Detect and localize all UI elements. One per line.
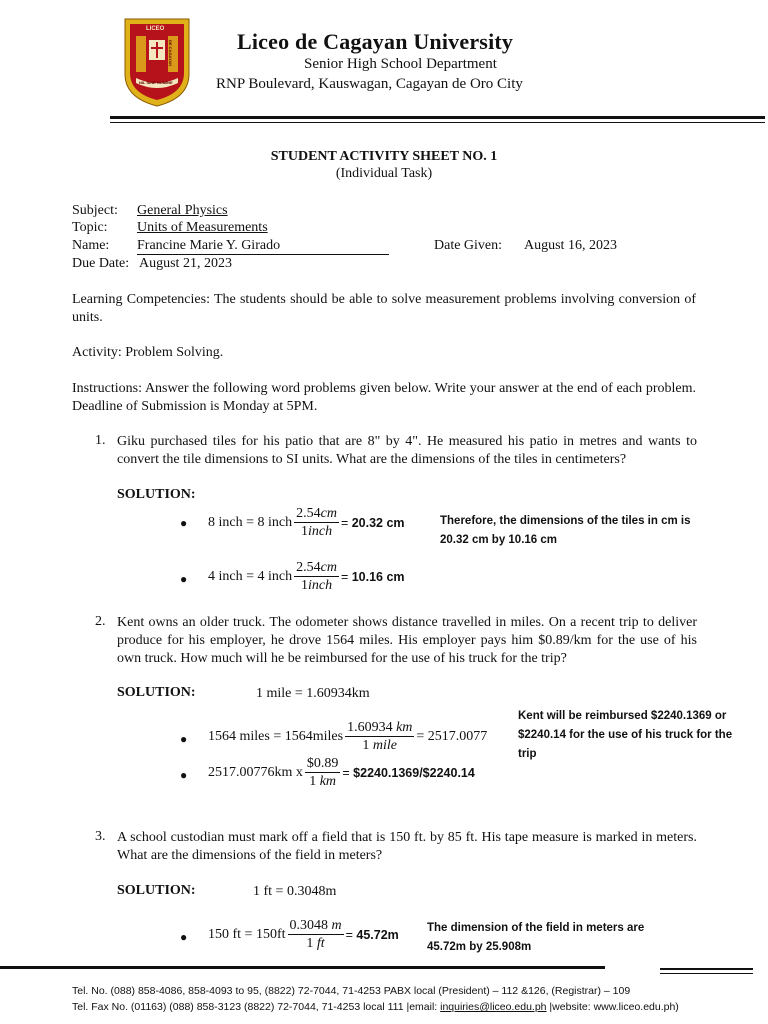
numerator-unit: km xyxy=(396,720,413,735)
step-result: 10.16 cm xyxy=(351,569,405,584)
denominator-unit: mile xyxy=(372,738,398,753)
step-result: 45.72m xyxy=(356,927,399,942)
department-name: Senior High School Department xyxy=(304,56,497,72)
subject-label: Subject: xyxy=(72,203,118,218)
denominator-unit: km xyxy=(319,774,337,789)
fraction xyxy=(345,719,414,754)
solution-label: SOLUTION: xyxy=(117,883,196,898)
solution-step xyxy=(208,755,475,790)
solution-step xyxy=(208,917,399,952)
step-equals: = 2517.0077 xyxy=(416,728,488,744)
problem-number: 3. xyxy=(95,829,106,844)
denominator-unit: inch xyxy=(307,578,333,593)
step-result: $2240.1369/$2240.14 xyxy=(353,765,475,780)
bullet: ● xyxy=(180,768,188,782)
learning-competencies: Learning Competencies: The students should be able to solve measurement problems involving conversion of units. xyxy=(72,292,696,325)
bullet: ● xyxy=(180,516,188,530)
step-equals: = xyxy=(342,765,354,780)
fraction xyxy=(294,505,339,540)
fraction xyxy=(305,755,341,790)
university-address: RNP Boulevard, Kauswagan, Cagayan de Oro City xyxy=(216,76,523,92)
step-equals: = xyxy=(345,927,357,942)
seal-text-side: DE CAGAYAN xyxy=(168,40,173,67)
bullet: ● xyxy=(180,930,188,944)
header-rule-thick xyxy=(110,116,765,119)
step-equals: = xyxy=(340,515,352,530)
seal-text-top: LICEO xyxy=(146,26,165,32)
footer-fax-text: Tel. Fax No. (01163) (088) 858-3123 (8822) 72-7044, 71-4253 local 111 |email: xyxy=(72,1001,441,1013)
given-conversion: 1 ft = 0.3048m xyxy=(253,884,337,899)
given-conversion: 1 mile = 1.60934km xyxy=(256,686,370,701)
fraction-numerator: 0.3048 xyxy=(289,918,328,933)
fraction-denominator: 1 xyxy=(306,936,314,951)
solution-step xyxy=(208,719,513,754)
step-lhs: 150 ft = 150ft xyxy=(208,926,286,942)
denominator-unit: inch xyxy=(307,524,333,539)
denominator-unit: ft xyxy=(316,936,325,951)
bullet: ● xyxy=(180,572,188,586)
numerator-unit: cm xyxy=(320,506,337,521)
step-lhs: 2517.00776km x xyxy=(208,764,303,780)
fraction-denominator: 1 xyxy=(300,524,308,539)
step-lhs: 1564 miles = 1564miles xyxy=(208,728,344,744)
solution-label: SOLUTION: xyxy=(117,487,196,502)
header-rule-thin xyxy=(110,122,765,123)
answer-note: Therefore, the dimensions of the tiles in cm is 20.32 cm by 10.16 cm xyxy=(440,515,691,546)
numerator-unit: m xyxy=(331,918,342,933)
due-date-label: Due Date: xyxy=(72,256,130,271)
answer-note: Kent will be reimbursed $2240.1369 or $2240.14 for the use of his truck for the trip xyxy=(518,710,733,760)
footer-website-text: |website: www.liceo.edu.ph) xyxy=(546,1001,679,1013)
fraction-numerator: 1.60934 xyxy=(347,720,393,735)
activity-line: Activity: Problem Solving. xyxy=(72,345,224,360)
step-lhs: 4 inch = 4 inch xyxy=(208,568,293,584)
topic-label: Topic: xyxy=(72,220,108,235)
problem-text: A school custodian must mark off a field that is 150 ft. by 85 ft. His tape measure is marked in meters. What are the dimensions of the field in meters? xyxy=(117,830,697,863)
sheet-subtitle: (Individual Task) xyxy=(335,166,433,181)
name-label: Name: xyxy=(72,238,110,253)
footer-contact-line xyxy=(72,1001,679,1013)
step-result: 20.32 cm xyxy=(351,515,405,530)
fraction-numerator: $0.89 xyxy=(306,756,339,771)
footer-rule-left xyxy=(0,966,605,969)
step-lhs: 8 inch = 8 inch xyxy=(208,514,293,530)
fraction-denominator: 1 xyxy=(309,774,317,789)
fraction-numerator: 2.54 xyxy=(296,506,321,521)
subject-value: General Physics xyxy=(137,203,228,218)
bullet: ● xyxy=(180,732,188,746)
sheet-title: STUDENT ACTIVITY SHEET NO. 1 xyxy=(270,149,498,164)
step-equals: = xyxy=(340,569,352,584)
problem-number: 1. xyxy=(95,433,106,448)
instructions: Instructions: Answer the following word problems given below. Write your answer at the end of each problem. Deadline of Submission is Monday at 5PM. xyxy=(72,381,696,414)
solution-step xyxy=(208,505,405,540)
university-seal xyxy=(122,16,192,108)
footer-rule-right-top xyxy=(660,968,753,970)
seal-motto: NIL SINE NUMINE xyxy=(139,80,173,85)
footer-rule-right-bottom xyxy=(660,973,753,974)
fraction xyxy=(288,917,344,952)
fraction-denominator: 1 xyxy=(300,578,308,593)
name-value: Francine Marie Y. Girado xyxy=(137,238,281,253)
solution-step xyxy=(208,559,405,594)
footer-phone-line: Tel. No. (088) 858-4086, 858-4093 to 95, (8822) 72-7044, 71-4253 PABX local (President) – 112 &126, (Registrar) – 109 xyxy=(72,985,631,997)
solution-label: SOLUTION: xyxy=(117,685,196,700)
answer-note: The dimension of the field in meters are 45.72m by 25.908m xyxy=(427,922,645,953)
fraction-numerator: 2.54 xyxy=(296,560,321,575)
numerator-unit: cm xyxy=(320,560,337,575)
date-given-value: August 16, 2023 xyxy=(524,238,617,253)
footer-email-link[interactable]: inquiries@liceo.edu.ph xyxy=(440,1001,547,1013)
problem-number: 2. xyxy=(95,614,106,629)
problem-text: Giku purchased tiles for his patio that are 8" by 4". He measured his patio in metres and wants to convert the tile dimensions to SI units. What are the dimensions of the tiles in centimeters? xyxy=(117,434,697,467)
name-underline xyxy=(137,254,389,255)
topic-value: Units of Measurements xyxy=(137,220,268,235)
fraction xyxy=(294,559,339,594)
problem-text: Kent owns an older truck. The odometer shows distance travelled in miles. On a recent trip to deliver produce for his employer, he drove 1564 miles. His employer pays him $0.89/km for the use of his own truck. How much will he be reimbursed for the use of his truck for the trip? xyxy=(117,615,697,666)
fraction-denominator: 1 xyxy=(362,738,370,753)
date-given-label: Date Given: xyxy=(434,238,503,253)
due-date-value: August 21, 2023 xyxy=(139,256,232,271)
university-name: Liceo de Cagayan University xyxy=(237,29,514,54)
